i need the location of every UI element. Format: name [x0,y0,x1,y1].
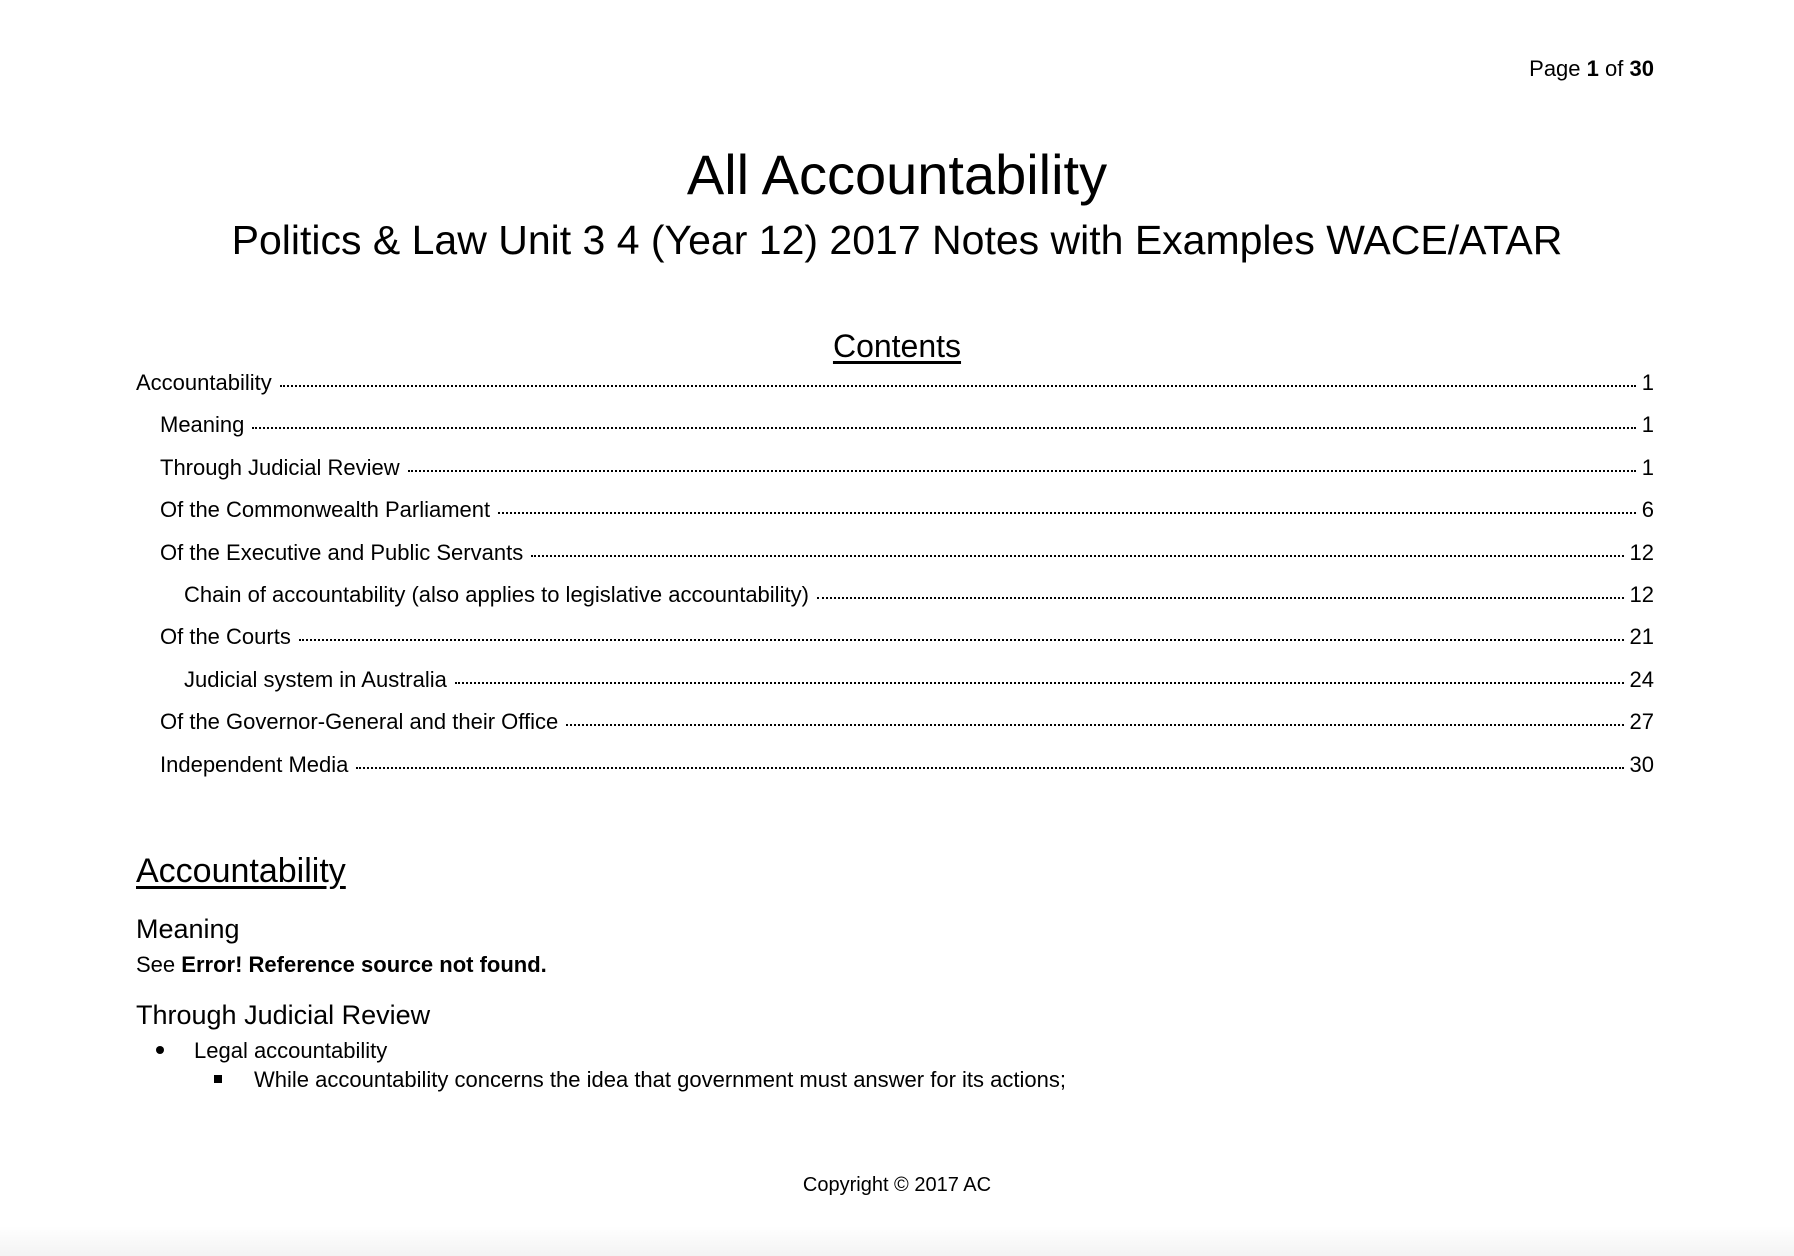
toc-entry[interactable] [136,455,1654,497]
toc-entry-page: 24 [1629,666,1654,692]
toc-dot-leader [299,639,1624,641]
page-bottom-edge [0,1226,1794,1256]
toc-entry-label: Through Judicial Review [160,454,400,480]
toc-entry-label: Meaning [160,412,245,438]
toc-entry-page: 12 [1629,539,1654,565]
toc-dot-leader [566,724,1623,726]
page-number [1529,56,1654,82]
toc-dot-leader [356,767,1623,769]
list-item [156,1038,387,1064]
toc-dot-leader [498,512,1636,514]
list-item [214,1067,1066,1093]
document-subtitle: Politics & Law Unit 3 4 (Year 12) 2017 Notes with Examples WACE/ATAR [231,217,1563,263]
copyright-footer: Copyright © 2017 AC [802,1174,992,1196]
page-current: 1 [1586,56,1599,81]
toc-entry-label: Of the Courts [160,624,291,650]
section-heading-accountability: Accountability [136,852,346,890]
contents-heading: Contents [832,328,962,364]
toc-entry-label: Of the Commonwealth Parliament [160,497,491,523]
toc-entry-page: 27 [1629,709,1654,735]
toc-entry[interactable] [136,582,1654,624]
toc-entry-label: Accountability [136,370,272,395]
toc-entry-label: Of the Governor-General and their Office [160,709,559,735]
toc-dot-leader [280,385,1636,387]
page-of: of [1605,56,1624,81]
toc-entry-label: Independent Media [160,751,349,777]
toc-entry-label: Chain of accountability (also applies to legislative accountability) [184,581,809,607]
meaning-see-prefix: See [136,952,176,977]
list-item-text: While accountability concerns the idea that government must answer for its actions; [254,1067,1066,1092]
table-of-contents [136,370,1654,794]
toc-dot-leader [408,470,1636,472]
toc-entry-page: 1 [1641,454,1654,480]
meaning-paragraph [136,952,547,978]
list-item-text: Legal accountability [194,1038,388,1063]
toc-dot-leader [531,555,1623,557]
round-bullet-icon [156,1038,194,1064]
toc-entry-page: 30 [1629,751,1654,777]
toc-dot-leader [455,682,1624,684]
toc-entry[interactable] [136,540,1654,582]
toc-entry[interactable] [136,412,1654,454]
toc-entry-page: 12 [1629,581,1654,607]
square-bullet-icon [214,1067,254,1093]
toc-entry[interactable] [136,497,1654,539]
reference-error-text: Error! Reference source not found. [181,952,547,977]
toc-entry-page: 1 [1641,370,1654,395]
subheading-judicial-review: Through Judicial Review [136,1000,431,1030]
toc-entry[interactable] [136,370,1654,412]
toc-entry-page: 6 [1641,497,1654,523]
document-title: All Accountability [686,143,1108,206]
toc-entry-page: 21 [1629,624,1654,650]
toc-dot-leader [252,427,1635,429]
page-total: 30 [1629,56,1654,81]
toc-entry[interactable] [136,752,1654,794]
toc-entry-label: Of the Executive and Public Servants [160,539,524,565]
toc-entry[interactable] [136,667,1654,709]
page-prefix: Page [1529,56,1581,81]
toc-entry[interactable] [136,709,1654,751]
toc-entry-page: 1 [1641,412,1654,438]
toc-dot-leader [817,597,1624,599]
subheading-meaning: Meaning [136,914,240,944]
toc-entry[interactable] [136,624,1654,666]
toc-entry-label: Judicial system in Australia [184,666,447,692]
